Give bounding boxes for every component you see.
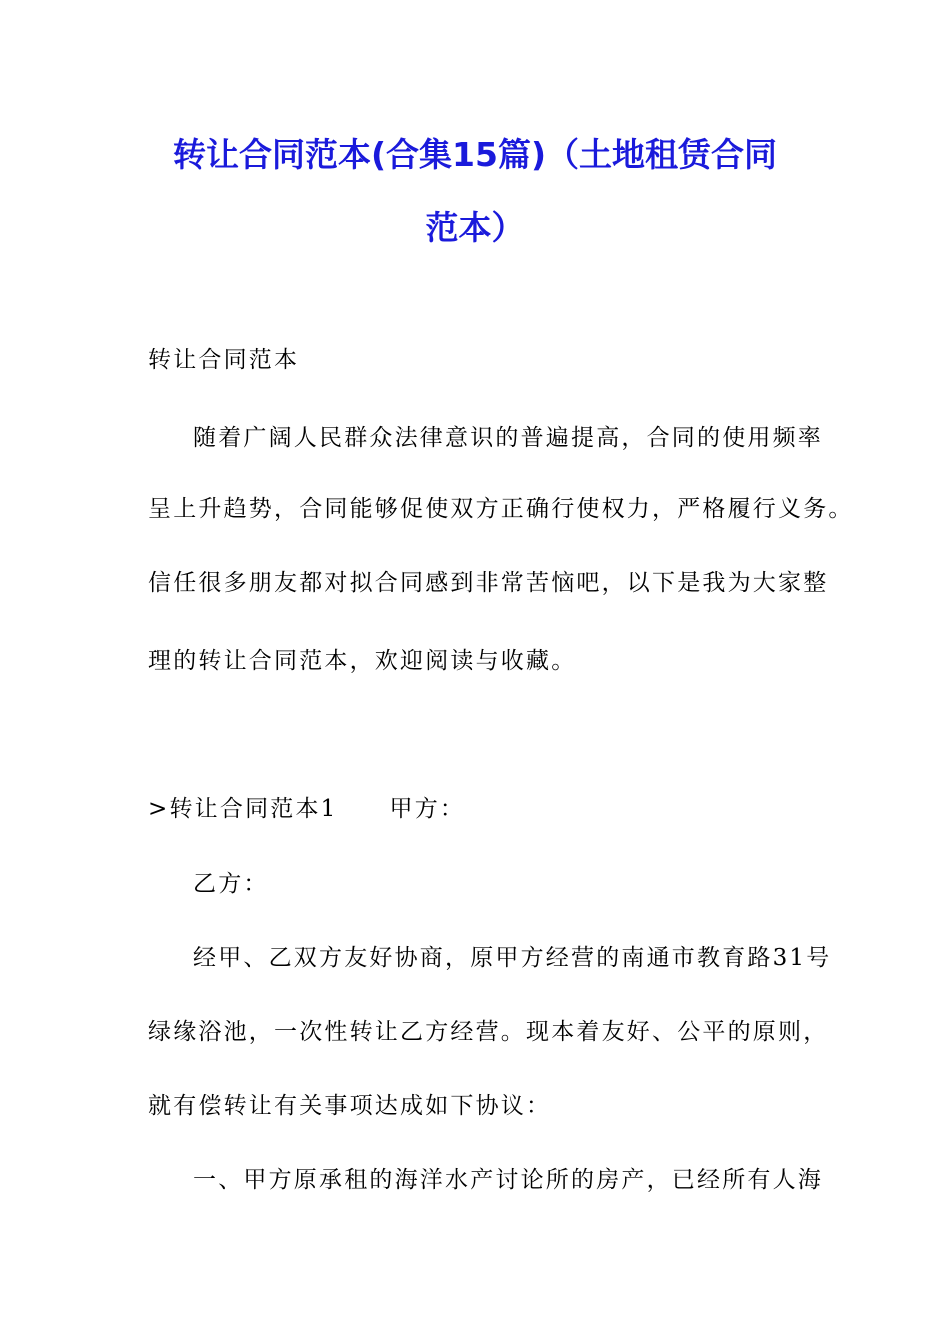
paragraph-line: 就有偿转让有关事项达成如下协议： — [148, 1093, 552, 1119]
document-title-line-1: 转让合同范本(合集15篇)（土地租赁合同 — [172, 135, 778, 174]
section-heading: 转让合同范本 — [148, 347, 300, 373]
document-title-line-2: 范本） — [425, 208, 525, 247]
paragraph-line: 理的转让合同范本，欢迎阅读与收藏。 — [148, 648, 577, 674]
paragraph-line: 随着广阔人民群众法律意识的普遍提高，合同的使用频率 — [193, 425, 823, 451]
contract-heading: >转让合同范本1 — [148, 796, 338, 822]
party-a-label: 甲方： — [389, 796, 466, 822]
paragraph-line: 绿缘浴池，一次性转让乙方经营。现本着友好、公平的原则， — [148, 1019, 829, 1045]
contract-heading-row — [148, 793, 465, 825]
paragraph-line: 经甲、乙双方友好协商，原甲方经营的南通市教育路31号 — [193, 945, 832, 971]
paragraph-line: 信任很多朋友都对拟合同感到非常苦恼吧，以下是我为大家整 — [148, 570, 829, 596]
party-b-label: 乙方： — [193, 871, 269, 897]
paragraph-line: 一、甲方原承租的海洋水产讨论所的房产，已经所有人海 — [193, 1167, 823, 1193]
paragraph-line: 呈上升趋势，合同能够促使双方正确行使权力，严格履行义务。 — [148, 496, 854, 522]
